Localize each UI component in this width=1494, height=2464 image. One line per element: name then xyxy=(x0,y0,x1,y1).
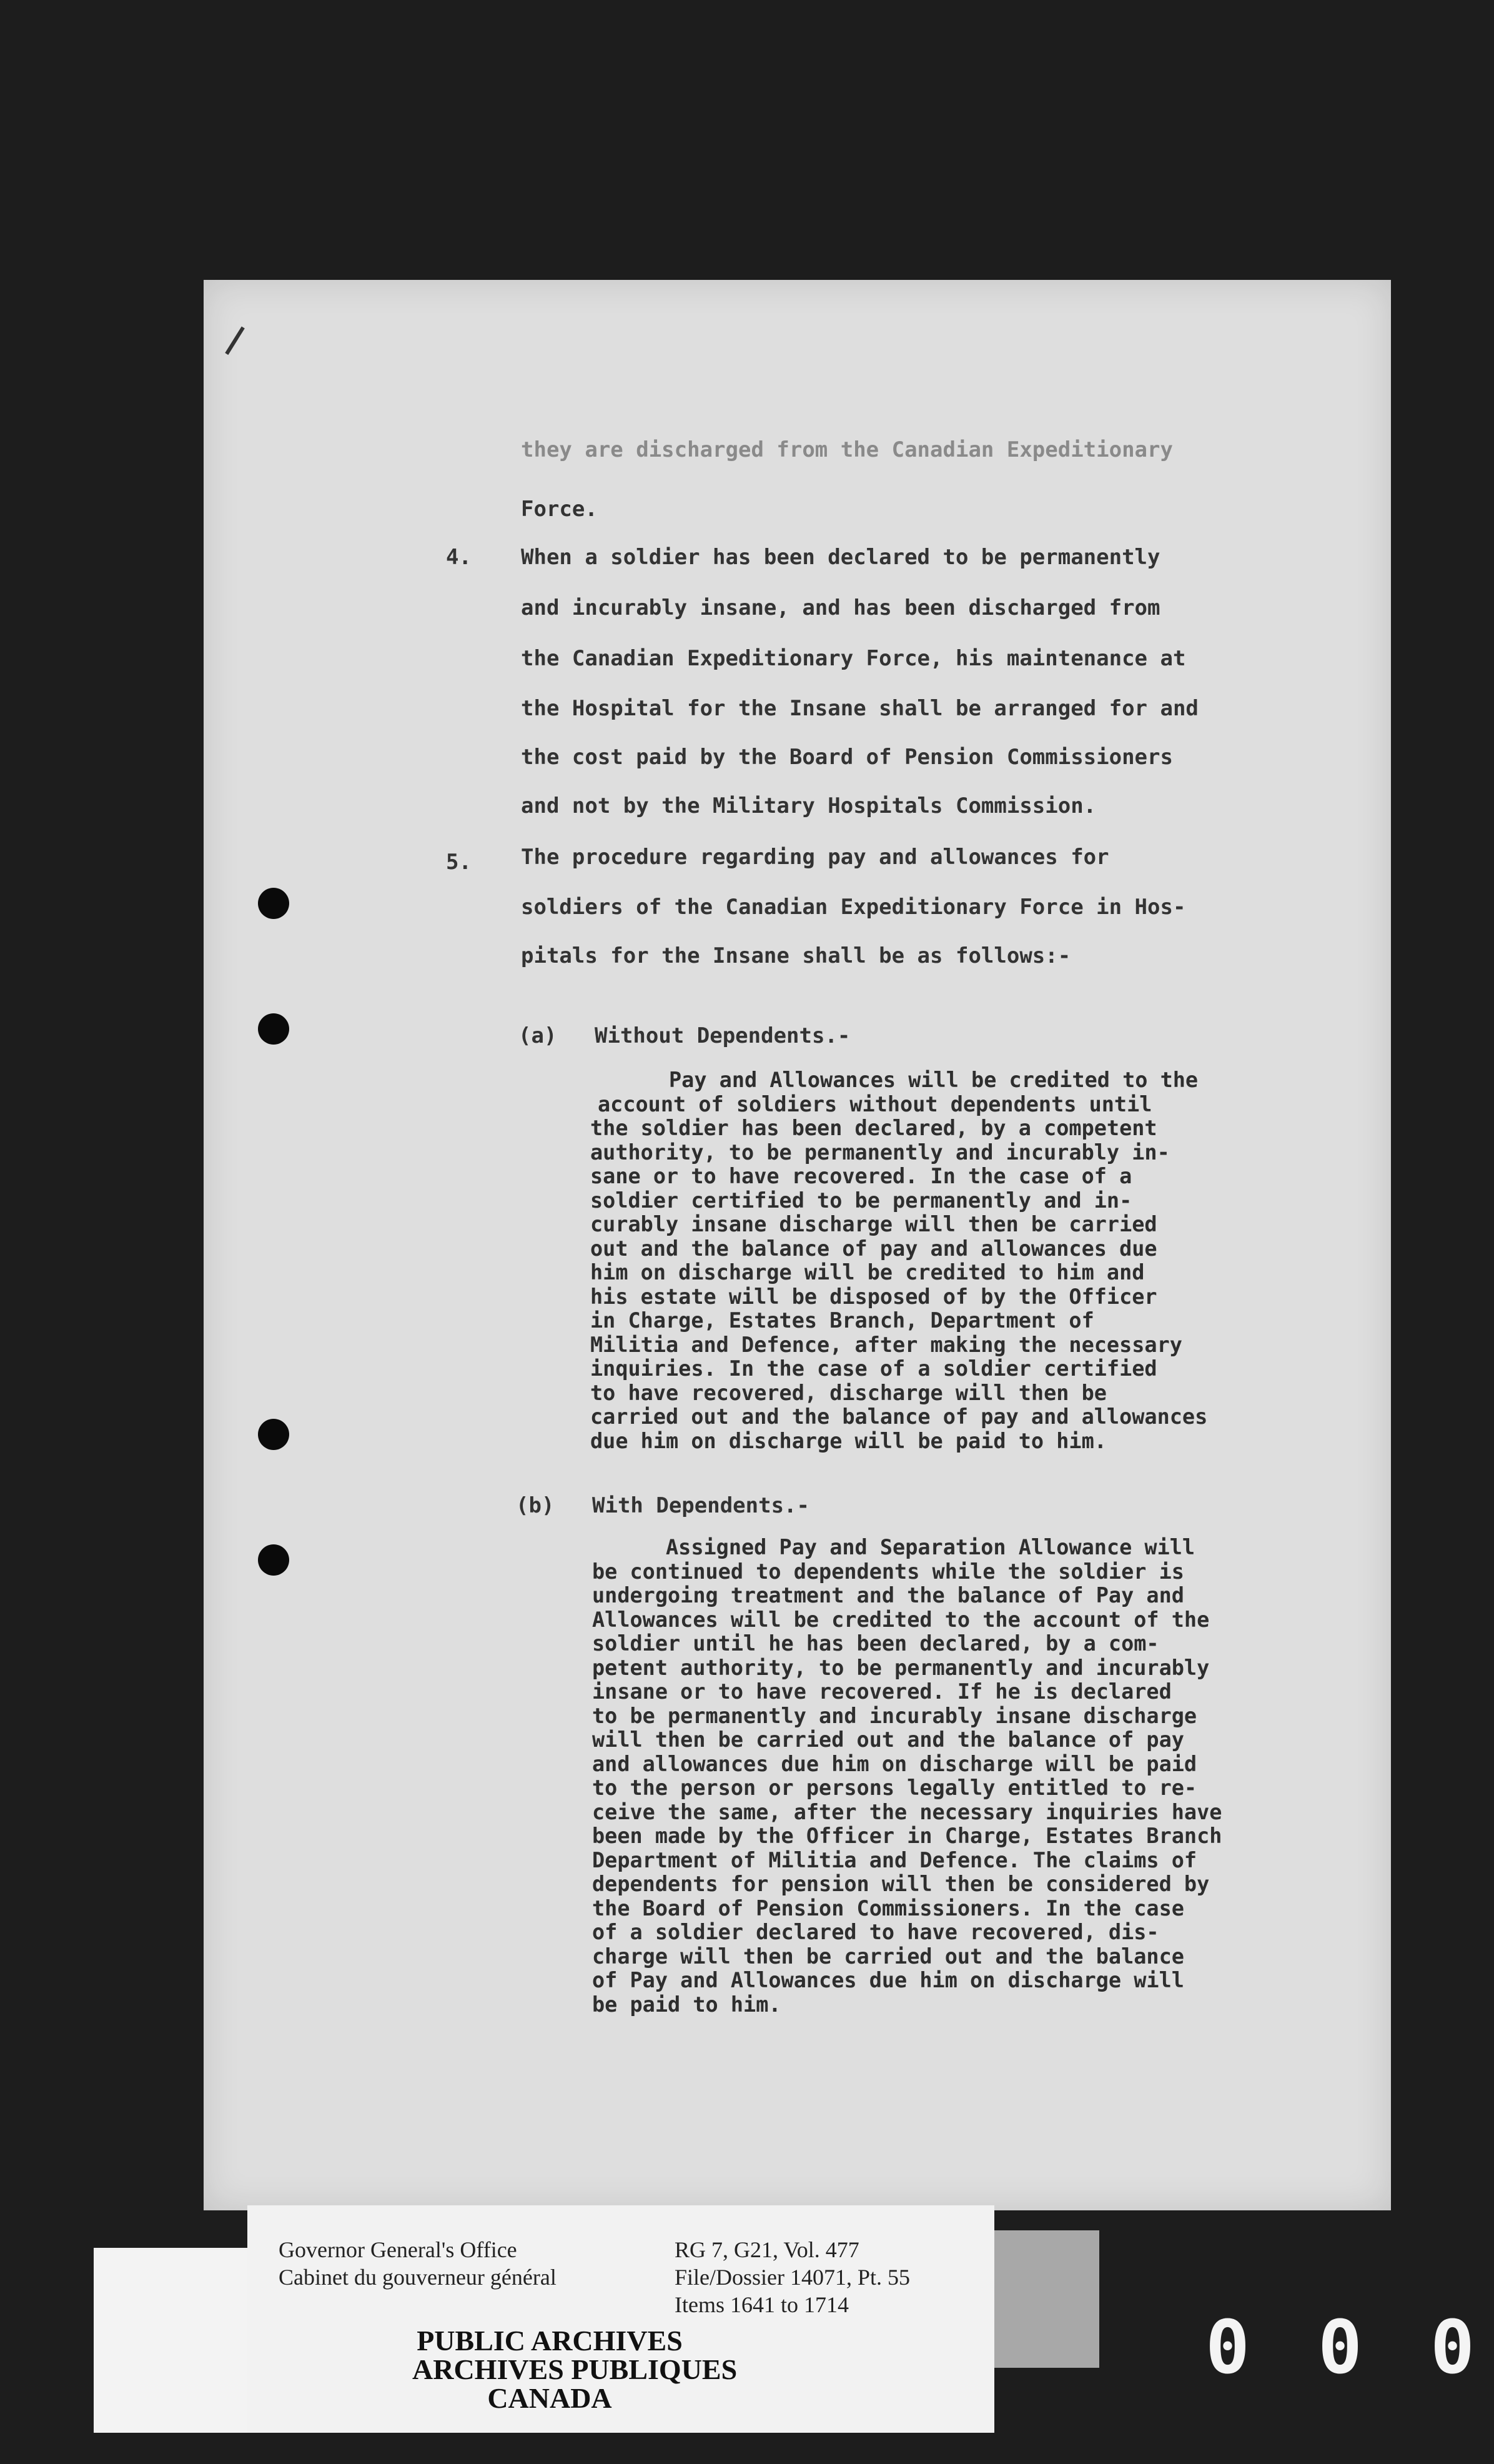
text-line: be paid to him. xyxy=(592,1992,781,2017)
text-line: and incurably insane, and has been discharged from xyxy=(521,595,1160,620)
paragraph-number: 4. xyxy=(446,545,472,570)
text-line: sane or to have recovered. In the case of a xyxy=(590,1164,1132,1188)
label-shadow xyxy=(994,2230,1099,2368)
text-line: account of soldiers without dependents until xyxy=(598,1091,1152,1116)
frame-digit: 0 xyxy=(1205,2304,1250,2390)
subsection-a-body xyxy=(590,1068,1207,1453)
file-ref: File/Dossier 14071, Pt. 55 xyxy=(675,2265,911,2290)
text-line: ceive the same, after the necessary inquiries have xyxy=(592,1799,1222,1824)
text-line: been made by the Officer in Charge, Estates Branch xyxy=(592,1824,1222,1848)
office-name-en: Governor General's Office xyxy=(279,2237,517,2262)
text-line: The procedure regarding pay and allowances for xyxy=(521,845,1109,870)
text-line: inquiries. In the case of a soldier certified xyxy=(590,1356,1157,1381)
text-line: the Board of Pension Commissioners. In the case xyxy=(592,1895,1184,1920)
text-line: curably insane discharge will then be carried xyxy=(590,1212,1157,1236)
text-line: the Canadian Expeditionary Force, his maintenance at xyxy=(521,646,1186,671)
text-line: the cost paid by the Board of Pension Commissioners xyxy=(521,745,1173,770)
text-line: out and the balance of pay and allowances due xyxy=(590,1236,1157,1261)
punch-hole-1 xyxy=(258,888,289,919)
text-line: soldier certified to be permanently and in- xyxy=(590,1188,1132,1213)
text-line: will then be carried out and the balance of pay xyxy=(592,1727,1184,1752)
paragraph-number: 5. xyxy=(446,850,472,875)
text-line: due him on discharge will be paid to him. xyxy=(590,1428,1107,1453)
text-line: of a soldier declared to have recovered, dis- xyxy=(592,1920,1159,1944)
text-line: be continued to dependents while the soldier is xyxy=(592,1559,1184,1584)
text-line: charge will then be carried out and the balance xyxy=(592,1944,1184,1969)
punch-hole-4 xyxy=(258,1544,289,1576)
items-ref: Items 1641 to 1714 xyxy=(675,2292,849,2317)
text-line: to have recovered, discharge will then be xyxy=(590,1380,1107,1405)
frame-digit: 0 xyxy=(1318,2304,1363,2390)
text-line: Assigned Pay and Separation Allowance will xyxy=(666,1535,1195,1559)
text-line: his estate will be disposed of by the Officer xyxy=(590,1284,1157,1309)
text-line: the soldier has been declared, by a competent xyxy=(590,1116,1157,1140)
text-line: Allowances will be credited to the account of the xyxy=(592,1607,1210,1632)
text-line: and allowances due him on discharge will be paid xyxy=(592,1751,1197,1776)
text-line: carried out and the balance of pay and allowances xyxy=(590,1404,1208,1429)
text-line: and not by the Military Hospitals Commission. xyxy=(521,793,1097,818)
text-line: him on discharge will be credited to him and xyxy=(590,1260,1145,1284)
text-line: Pay and Allowances will be credited to the xyxy=(669,1068,1199,1092)
punch-hole-3 xyxy=(258,1419,289,1450)
text-line: Department of Militia and Defence. The claims of xyxy=(592,1847,1197,1872)
text-line: dependents for pension will then be considered by xyxy=(592,1872,1210,1896)
archives-fr: ARCHIVES PUBLIQUES xyxy=(412,2353,738,2385)
subsection-heading: With Dependents.- xyxy=(592,1493,809,1518)
subsection-marker: (a) xyxy=(518,1023,557,1048)
text-line: the Hospital for the Insane shall be arranged for and xyxy=(521,696,1199,721)
text-line: Militia and Defence, after making the necessary xyxy=(590,1332,1182,1357)
text-line: soldier until he has been declared, by a com- xyxy=(592,1631,1159,1656)
text-line: authority, to be permanently and incurably in- xyxy=(590,1140,1170,1165)
text-line: soldiers of the Canadian Expeditionary Force in Hos- xyxy=(521,895,1186,920)
text-line: undergoing treatment and the balance of Pay and xyxy=(592,1583,1184,1607)
text-line: they are discharged from the Canadian Expeditionary xyxy=(521,437,1173,462)
text-line: to the person or persons legally entitled to re- xyxy=(592,1776,1197,1800)
frame-digit: 0 xyxy=(1430,2304,1475,2390)
office-name-fr: Cabinet du gouverneur général xyxy=(279,2265,557,2290)
subsection-heading: Without Dependents.- xyxy=(595,1023,851,1048)
label-backing xyxy=(94,2248,247,2433)
text-line: of Pay and Allowances due him on discharge will xyxy=(592,1968,1184,1992)
text-line: insane or to have recovered. If he is declared xyxy=(592,1679,1172,1704)
text-line: When a soldier has been declared to be permanently xyxy=(521,545,1160,570)
archives-en: PUBLIC ARCHIVES xyxy=(417,2325,683,2357)
text-line: in Charge, Estates Branch, Department of xyxy=(590,1308,1094,1333)
text-line: pitals for the Insane shall be as follows:- xyxy=(521,943,1071,968)
record-group-ref: RG 7, G21, Vol. 477 xyxy=(675,2237,859,2262)
archives-country: CANADA xyxy=(487,2382,612,2414)
punch-hole-2 xyxy=(258,1013,289,1045)
text-line: to be permanently and incurably insane discharge xyxy=(592,1703,1197,1728)
text-line: Force. xyxy=(521,497,598,522)
text-line: petent authority, to be permanently and incurably xyxy=(592,1655,1210,1680)
subsection-marker: (b) xyxy=(516,1493,555,1518)
subsection-b-body xyxy=(592,1536,1222,2017)
